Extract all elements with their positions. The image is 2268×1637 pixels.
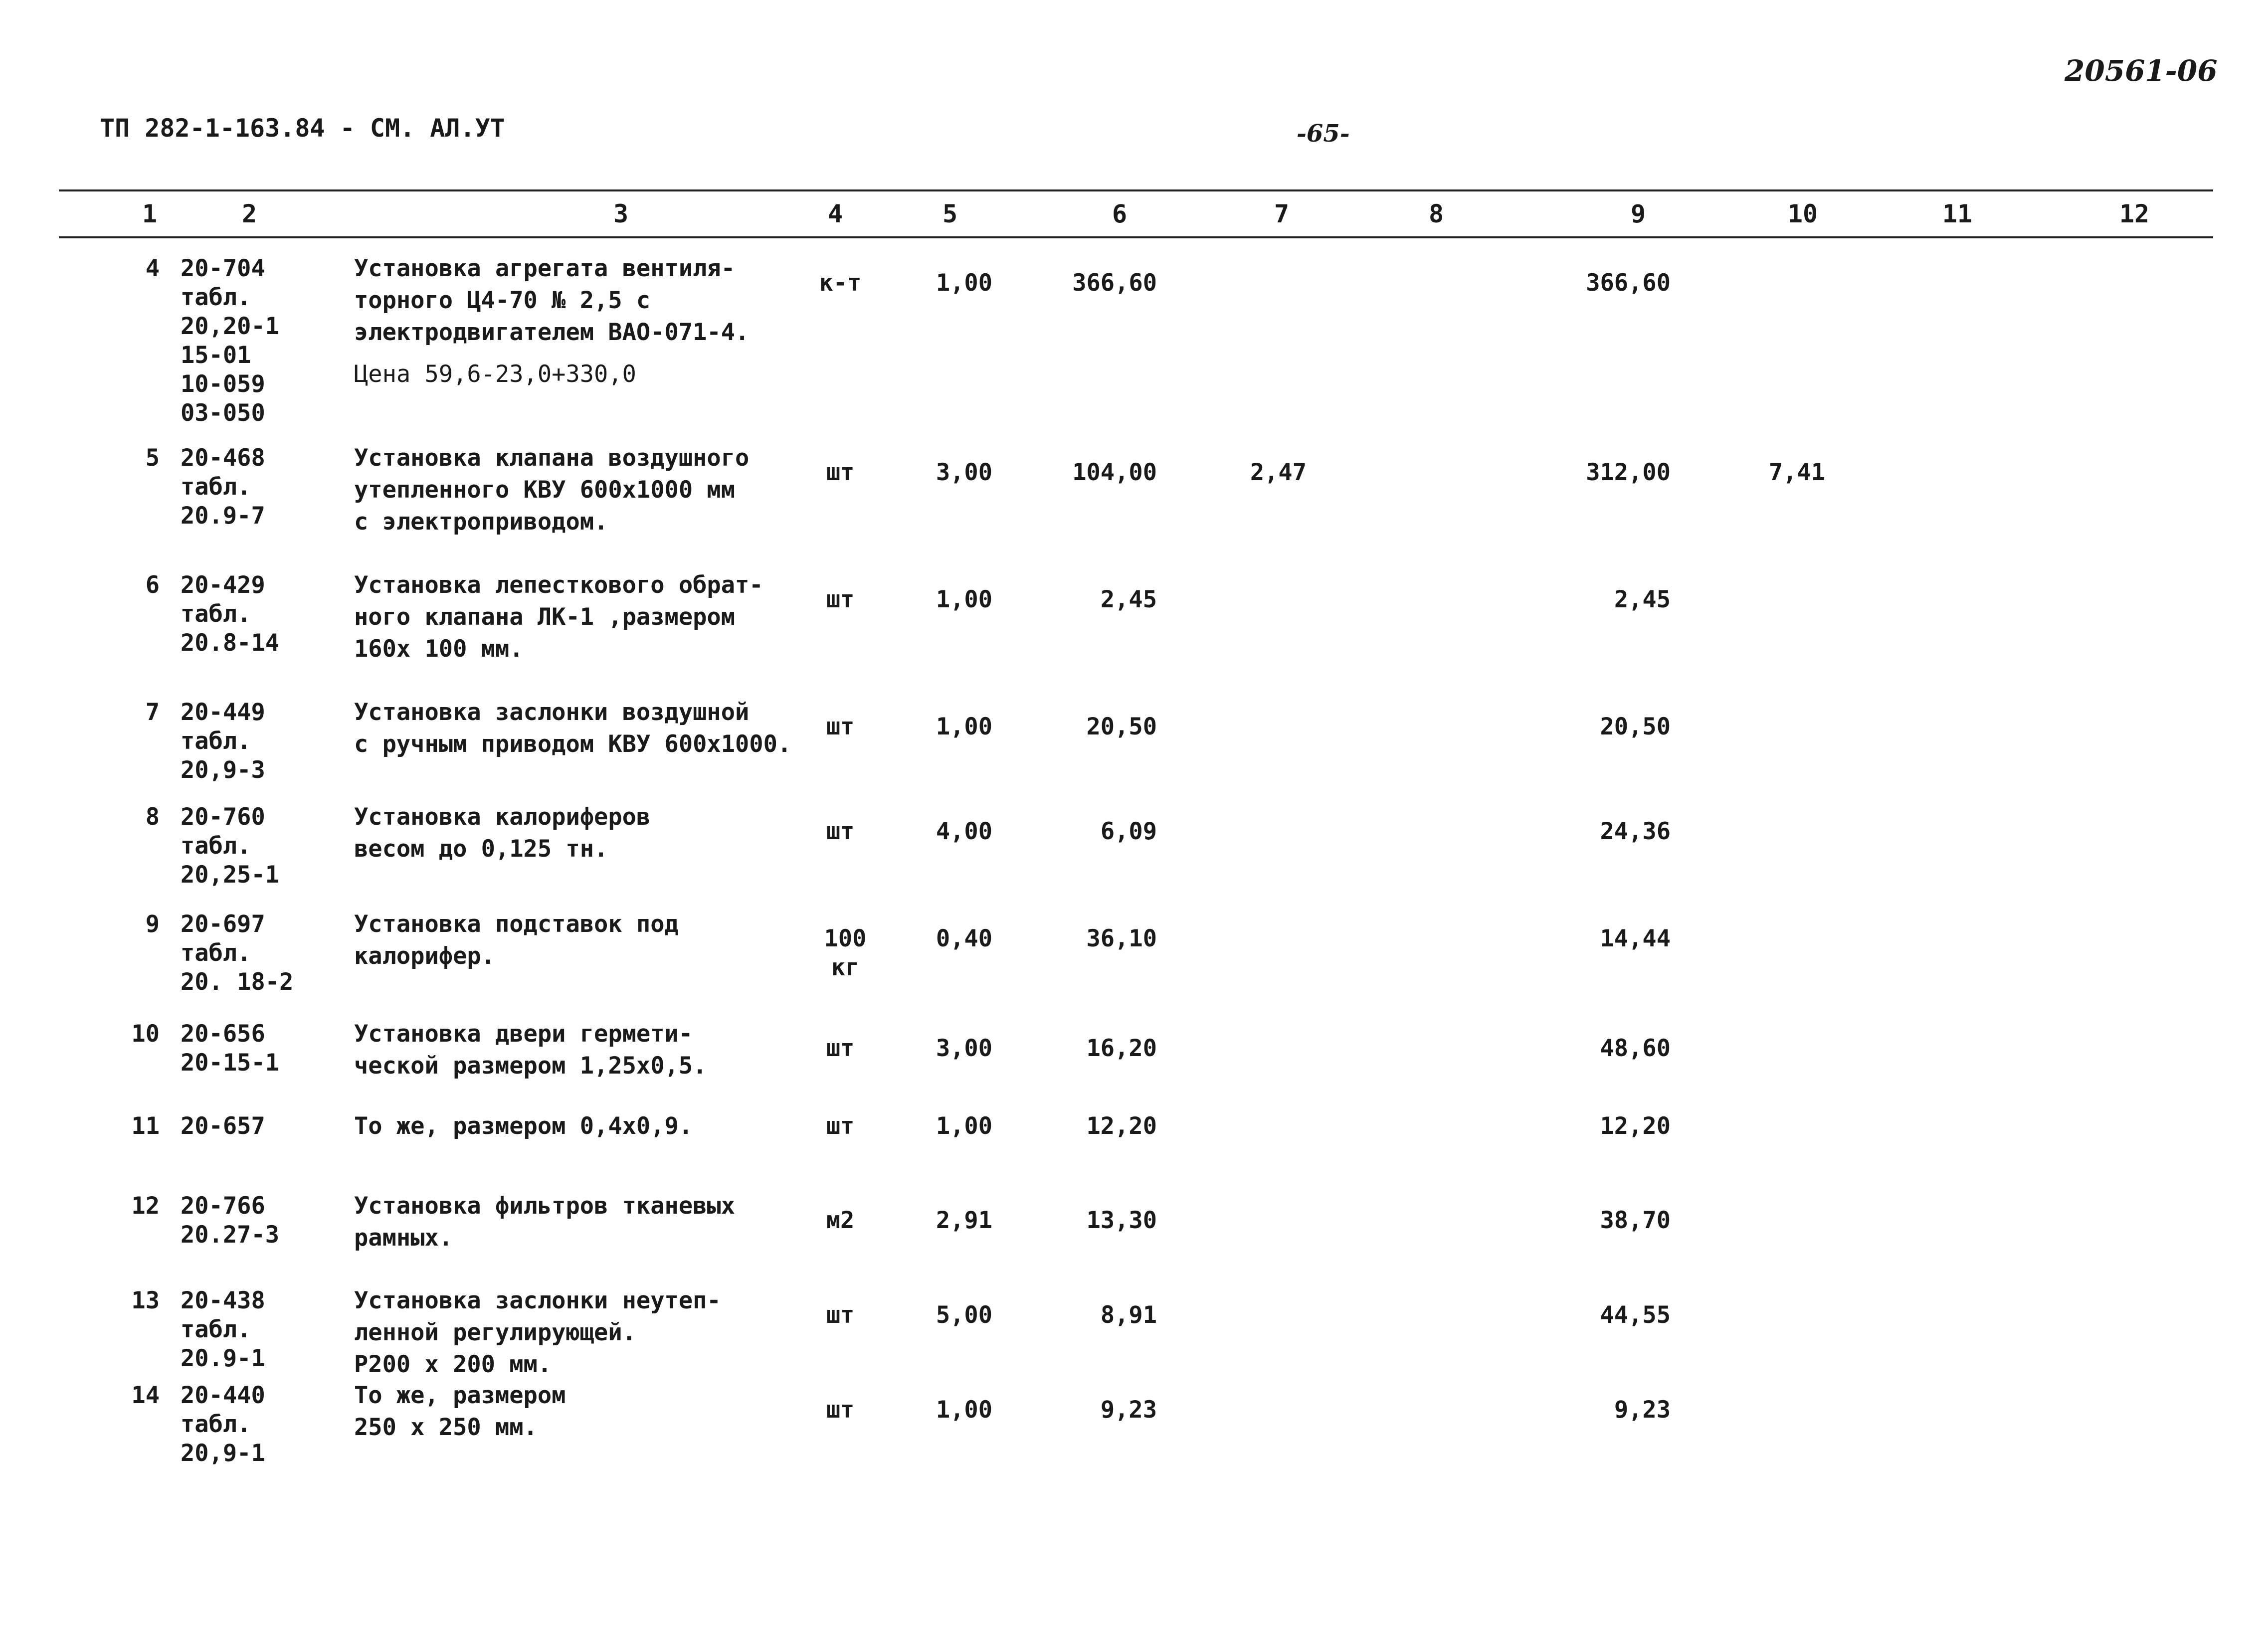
unit-price: 2,45: [1100, 586, 1157, 613]
work-description-line: Установка подставок под: [354, 910, 679, 938]
work-code-line: табл.: [181, 728, 251, 755]
column-header-4: 4: [827, 199, 843, 228]
work-description-line: весом до 0,125 тн.: [354, 835, 608, 863]
unit: шт: [826, 1301, 855, 1329]
work-description-line: Установка двери гермети-: [354, 1020, 693, 1048]
unit: шт: [826, 1396, 855, 1424]
work-code-line: 03-050: [181, 399, 265, 427]
unit: шт: [826, 713, 855, 740]
work-code-line: 20-697: [181, 910, 265, 938]
work-code-line: 20-449: [181, 699, 265, 726]
row-number: 5: [145, 444, 160, 472]
unit-price: 20,50: [1086, 713, 1157, 740]
unit: шт: [826, 459, 855, 486]
unit: шт: [826, 818, 855, 845]
column-header-2: 2: [241, 199, 257, 228]
price-note: Цена 59,6-23,0+330,0: [354, 361, 636, 388]
work-code-line: 20-760: [181, 803, 265, 831]
work-code-line: 20,20-1: [181, 313, 280, 340]
work-description-line: утепленного КВУ 600х1000 мм: [354, 476, 736, 504]
work-description-line: Установка лепесткового обрат-: [354, 571, 763, 599]
work-code-line: 20-468: [181, 444, 265, 472]
table-header-rule: [59, 236, 2213, 238]
row-number: 10: [131, 1020, 160, 1048]
column-header-12: 12: [2119, 199, 2150, 228]
quantity: 0,40: [936, 925, 992, 952]
total-cost: 20,50: [1600, 713, 1671, 740]
total-cost: 24,36: [1600, 818, 1671, 845]
work-code-line: 20.9-1: [181, 1345, 265, 1372]
work-description-line: электродвигателем ВАО-071-4.: [354, 319, 750, 346]
row-number: 12: [131, 1192, 160, 1220]
work-code-line: 20-429: [181, 571, 265, 599]
work-code-line: 10-059: [181, 370, 265, 398]
quantity: 5,00: [936, 1301, 992, 1329]
work-description-line: с ручным приводом КВУ 600х1000.: [354, 730, 792, 758]
work-code-line: табл.: [181, 1316, 251, 1343]
work-description-line: Р200 х 200 мм.: [354, 1351, 552, 1378]
work-code-line: табл.: [181, 600, 251, 628]
work-code-line: 20-15-1: [181, 1049, 280, 1077]
quantity: 1,00: [936, 269, 992, 297]
unit-price: 12,20: [1086, 1112, 1157, 1140]
column-header-8: 8: [1428, 199, 1444, 228]
quantity: 1,00: [936, 1396, 992, 1424]
quantity: 1,00: [936, 1112, 992, 1140]
row-number: 8: [145, 803, 160, 831]
column-header-1: 1: [142, 199, 158, 228]
unit-price: 9,23: [1100, 1396, 1157, 1424]
column-10-value: 7,41: [1768, 459, 1825, 486]
row-number: 14: [131, 1382, 160, 1409]
work-code-line: 20-656: [181, 1020, 265, 1048]
work-description-line: калорифер.: [354, 942, 495, 970]
document-code: ТП 282-1-163.84 - СМ. АЛ.УТ: [100, 114, 505, 143]
work-description-line: Установка заслонки воздушной: [354, 699, 750, 726]
work-description-line: ческой размером 1,25х0,5.: [354, 1052, 707, 1080]
column-7-value: 2,47: [1250, 459, 1307, 486]
row-number: 13: [131, 1287, 160, 1314]
work-code-line: табл.: [181, 832, 251, 860]
page-number: -65-: [1297, 120, 1350, 148]
work-code-line: 20.9-7: [181, 502, 265, 530]
work-description-line: 250 х 250 мм.: [354, 1414, 538, 1441]
work-code-line: 15-01: [181, 342, 251, 369]
column-header-7: 7: [1274, 199, 1290, 228]
work-description-line: Установка клапана воздушного: [354, 444, 750, 472]
unit-price: 36,10: [1086, 925, 1157, 952]
unit-price: 6,09: [1100, 818, 1157, 845]
total-cost: 14,44: [1600, 925, 1671, 952]
unit: к-т: [819, 269, 862, 297]
column-header-10: 10: [1787, 199, 1818, 228]
quantity: 3,00: [936, 459, 992, 486]
work-code-line: 20-704: [181, 255, 265, 282]
column-header-11: 11: [1942, 199, 1973, 228]
column-header-9: 9: [1630, 199, 1646, 228]
work-description-line: торного Ц4-70 № 2,5 с: [354, 287, 651, 314]
work-code-line: табл.: [181, 284, 251, 311]
unit: шт: [826, 1112, 855, 1140]
total-cost: 312,00: [1586, 459, 1671, 486]
work-code-line: 20,9-1: [181, 1440, 265, 1467]
work-code-line: 20. 18-2: [181, 968, 294, 996]
total-cost: 44,55: [1600, 1301, 1671, 1329]
row-number: 11: [131, 1112, 160, 1140]
unit-price: 16,20: [1086, 1035, 1157, 1062]
work-description-line: с электроприводом.: [354, 508, 608, 536]
quantity: 2,91: [936, 1207, 992, 1234]
work-code-line: 20.8-14: [181, 629, 280, 657]
work-description-line: рамных.: [354, 1224, 453, 1252]
row-number: 6: [145, 571, 160, 599]
quantity: 1,00: [936, 586, 992, 613]
total-cost: 38,70: [1600, 1207, 1671, 1234]
work-description-line: Установка заслонки неутеп-: [354, 1287, 721, 1314]
row-number: 4: [145, 255, 160, 282]
archive-number: 20561-06: [2065, 54, 2218, 88]
work-code-line: 20-657: [181, 1112, 265, 1140]
work-code-line: 20-440: [181, 1382, 265, 1409]
unit-price: 8,91: [1100, 1301, 1157, 1329]
unit: м2: [826, 1207, 855, 1234]
table-top-rule: [59, 189, 2213, 191]
work-description-line: То же, размером 0,4х0,9.: [354, 1112, 693, 1140]
quantity: 3,00: [936, 1035, 992, 1062]
column-header-5: 5: [942, 199, 958, 228]
work-description-line: То же, размером: [354, 1382, 566, 1409]
unit-price: 366,60: [1072, 269, 1157, 297]
quantity: 1,00: [936, 713, 992, 740]
work-description-line: ного клапана ЛК-1 ,размером: [354, 603, 736, 631]
work-description-line: Установка калориферов: [354, 803, 651, 831]
unit-price: 13,30: [1086, 1207, 1157, 1234]
total-cost: 9,23: [1614, 1396, 1671, 1424]
work-description-line: ленной регулирующей.: [354, 1319, 636, 1346]
column-header-3: 3: [613, 199, 629, 228]
total-cost: 12,20: [1600, 1112, 1671, 1140]
work-description-line: Установка агрегата вентиля-: [354, 255, 736, 282]
work-code-line: 20,25-1: [181, 861, 280, 889]
unit-price: 104,00: [1072, 459, 1157, 486]
work-code-line: табл.: [181, 939, 251, 967]
work-code-line: табл.: [181, 1411, 251, 1438]
total-cost: 366,60: [1586, 269, 1671, 297]
column-header-6: 6: [1112, 199, 1128, 228]
row-number: 9: [145, 910, 160, 938]
unit: 100 кг: [824, 925, 867, 981]
work-code-line: 20,9-3: [181, 756, 265, 784]
row-number: 7: [145, 699, 160, 726]
unit: шт: [826, 1035, 855, 1062]
work-code-line: 20-766: [181, 1192, 265, 1220]
total-cost: 2,45: [1614, 586, 1671, 613]
quantity: 4,00: [936, 818, 992, 845]
total-cost: 48,60: [1600, 1035, 1671, 1062]
work-code-line: 20-438: [181, 1287, 265, 1314]
work-description-line: Установка фильтров тканевых: [354, 1192, 736, 1220]
work-description-line: 160х 100 мм.: [354, 635, 524, 663]
unit: шт: [826, 586, 855, 613]
work-code-line: табл.: [181, 473, 251, 501]
work-code-line: 20.27-3: [181, 1221, 280, 1249]
